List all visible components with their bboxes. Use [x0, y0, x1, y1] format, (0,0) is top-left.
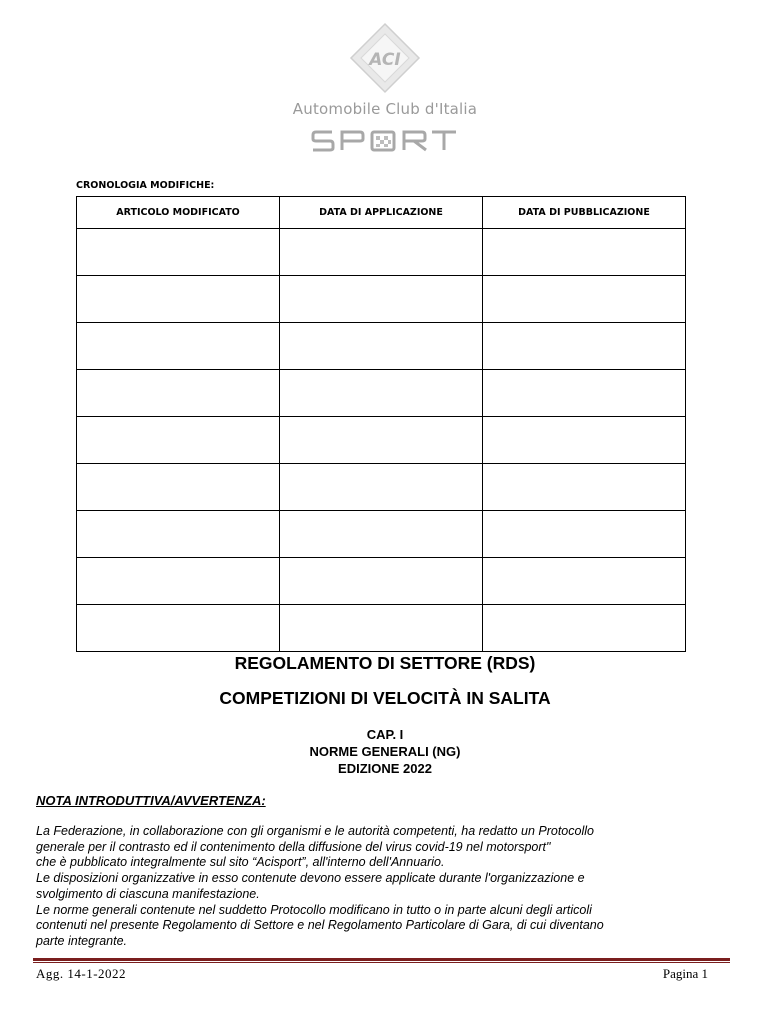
sport-logo: [0, 128, 770, 154]
column-header: ARTICOLO MODIFICATO: [77, 197, 280, 229]
table-cell: [280, 323, 483, 370]
aci-logo-icon: [345, 22, 425, 94]
document-subtitle: COMPETIZIONI DI VELOCITÀ IN SALITA: [219, 688, 551, 708]
chapter-title: NORME GENERALI (NG): [309, 744, 461, 759]
table-cell: [280, 229, 483, 276]
changelog-table: [76, 196, 686, 652]
note-line: Le disposizioni organizzative in esso contenute devono essere applicate durante l'organizzazione e: [36, 871, 585, 886]
table-cell: [483, 276, 686, 323]
table-cell: [280, 605, 483, 652]
note-line: La Federazione, in collaborazione con gli organismi e le autorità competenti, ha redatto un Protocollo: [36, 824, 594, 838]
chapter-number: CAP. I: [366, 727, 404, 742]
table-cell: [77, 558, 280, 605]
table-cell: [280, 370, 483, 417]
footer-divider-thin: [33, 962, 730, 963]
table-row: [77, 229, 686, 276]
footer-divider: [33, 958, 730, 961]
table-cell: [77, 323, 280, 370]
note-body: [36, 824, 726, 950]
table-cell: [280, 276, 483, 323]
organization-name: Automobile Club d'Italia: [292, 100, 478, 118]
table-row: [77, 276, 686, 323]
table-row: [77, 323, 686, 370]
table-cell: [483, 370, 686, 417]
table-cell: [280, 464, 483, 511]
table-cell: [483, 464, 686, 511]
table-cell: [280, 511, 483, 558]
table-cell: [483, 605, 686, 652]
header-logo: [0, 22, 770, 154]
note-line: parte integrante.: [36, 933, 128, 948]
table-cell: [483, 323, 686, 370]
changelog-header-row: [77, 197, 686, 229]
table-cell: [77, 276, 280, 323]
document-title: REGOLAMENTO DI SETTORE (RDS): [234, 653, 536, 673]
column-header: DATA DI PUBBLICAZIONE: [483, 197, 686, 229]
table-cell: [77, 605, 280, 652]
table-cell: [483, 417, 686, 464]
column-header: DATA DI APPLICAZIONE: [280, 197, 483, 229]
table-cell: [483, 558, 686, 605]
table-row: [77, 558, 686, 605]
page-number: Pagina 1: [662, 966, 708, 981]
table-cell: [280, 417, 483, 464]
chapter-block: [0, 726, 770, 777]
table-row: [77, 417, 686, 464]
note-heading: NOTA INTRODUTTIVA/AVVERTENZA:: [36, 793, 266, 808]
table-cell: [280, 558, 483, 605]
table-cell: [77, 464, 280, 511]
table-row: [77, 605, 686, 652]
note-line: contenuti nel presente Regolamento di Settore e nel Regolamento Particolare di Gara, di cui diventano: [36, 918, 604, 933]
table-cell: [483, 511, 686, 558]
table-cell: [77, 417, 280, 464]
note-line: che è pubblicato integralmente sul sito “Acisport”, all'interno dell'Annuario.: [36, 855, 445, 870]
table-cell: [77, 229, 280, 276]
note-line: svolgimento di ciascuna manifestazione.: [36, 886, 260, 901]
sport-logo-icon: [310, 128, 460, 154]
note-line: generale per il contrasto ed il contenimento della diffusione del virus covid-19 nel motorsport": [36, 839, 551, 854]
footer-date: Agg. 14-1-2022: [36, 966, 127, 981]
aci-logo-text: ACI: [369, 50, 401, 70]
table-row: [77, 464, 686, 511]
table-row: [77, 370, 686, 417]
table-row: [77, 511, 686, 558]
note-line: Le norme generali contenute nel suddetto Protocollo modificano in tutto o in parte alcuni degli articoli: [36, 902, 592, 917]
edition: EDIZIONE 2022: [338, 761, 432, 776]
changelog-label: CRONOLOGIA MODIFICHE:: [76, 180, 215, 191]
table-cell: [77, 511, 280, 558]
table-cell: [77, 370, 280, 417]
table-cell: [483, 229, 686, 276]
